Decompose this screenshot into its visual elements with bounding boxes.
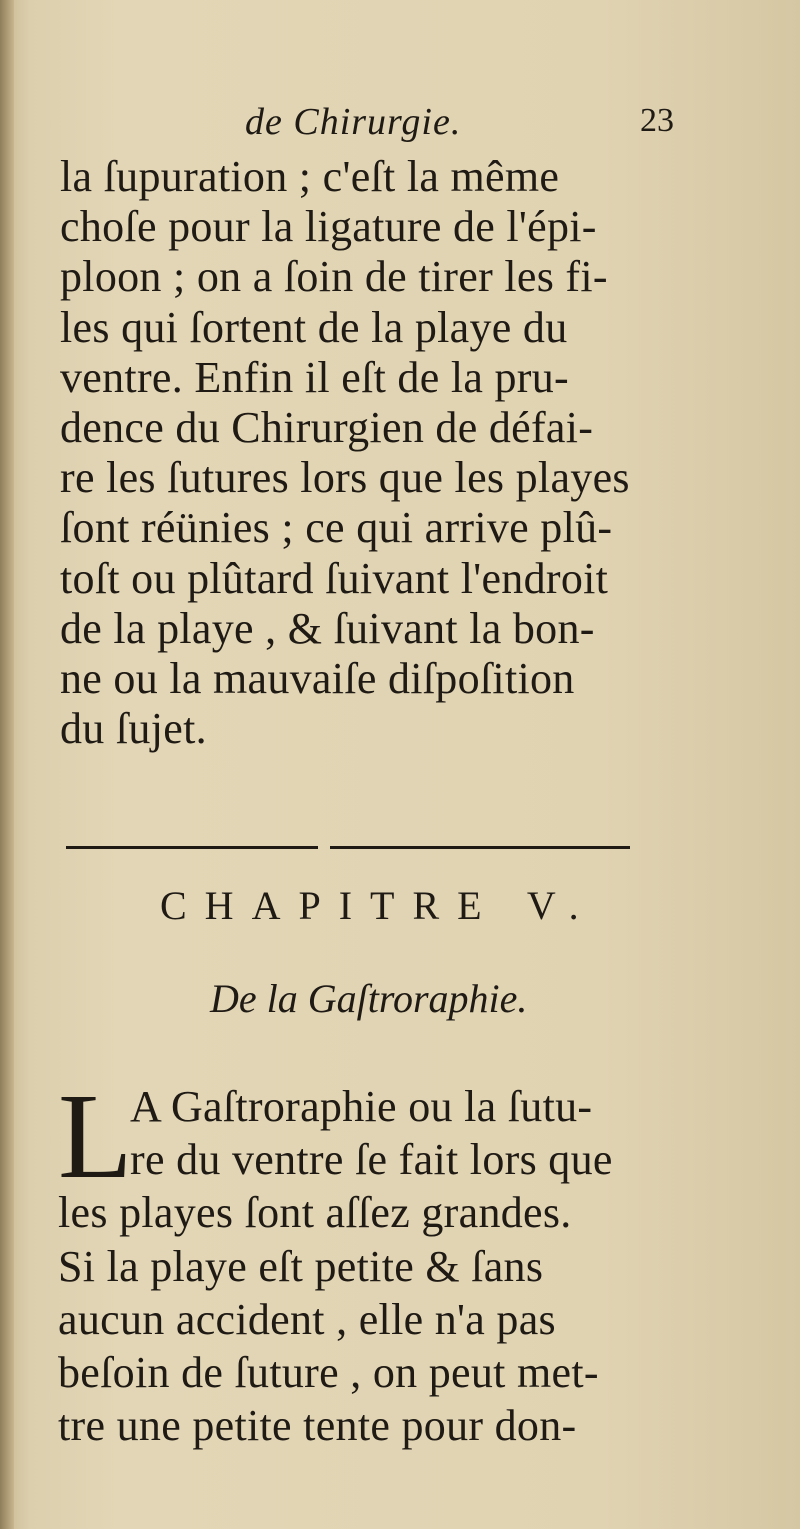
text-line: beſoin de ſuture , on peut met-	[58, 1348, 599, 1398]
text-line: re les ſutures lors que les playes	[60, 453, 630, 503]
drop-cap: L	[58, 1069, 133, 1204]
text-line: ne ou la mauvaiſe diſpoſition	[60, 654, 575, 704]
text-line: les qui ſortent de la playe du	[60, 302, 568, 352]
page-number: 23	[640, 102, 674, 139]
text-line: Si la playe eſt petite & ſans	[58, 1241, 544, 1291]
text-line: choſe pour la ligature de l'épi-	[60, 202, 597, 252]
text-line: du ſujet.	[60, 704, 207, 754]
text-line: de la playe , & ſuivant la bon-	[60, 603, 595, 653]
text-line: tre une petite tente pour don-	[58, 1401, 577, 1451]
body-paragraph	[60, 152, 710, 754]
text-line: ventre. Enfin il eſt de la pru-	[60, 352, 570, 402]
divider-rule-right	[330, 846, 630, 849]
chapter-title: CHAPITRE V.	[160, 883, 597, 928]
text-line: ſont réünies ; ce qui arrive plû-	[60, 503, 613, 553]
text-line: re du ventre ſe fait lors que	[130, 1135, 613, 1185]
running-head: de Chirurgie.	[245, 101, 462, 143]
text-line: toſt ou plûtard ſuivant l'endroit	[60, 553, 609, 603]
text-line: dence du Chirurgien de défai-	[60, 403, 594, 453]
chapter-paragraph	[58, 1069, 708, 1452]
text-line: A Gaſtroraphie ou la ſutu-	[130, 1082, 593, 1131]
page-header	[0, 100, 800, 160]
divider-rule-left	[66, 846, 318, 849]
text-line: les playes ſont aſſez grandes.	[58, 1188, 572, 1238]
text-line: la ſupuration ; c'eſt la même	[60, 152, 560, 201]
chapter-subtitle: De la Gaſtroraphie.	[210, 976, 528, 1021]
text-line: ploon ; on a ſoin de tirer les fi-	[60, 252, 608, 302]
text-line: aucun accident , elle n'a pas	[58, 1294, 556, 1344]
